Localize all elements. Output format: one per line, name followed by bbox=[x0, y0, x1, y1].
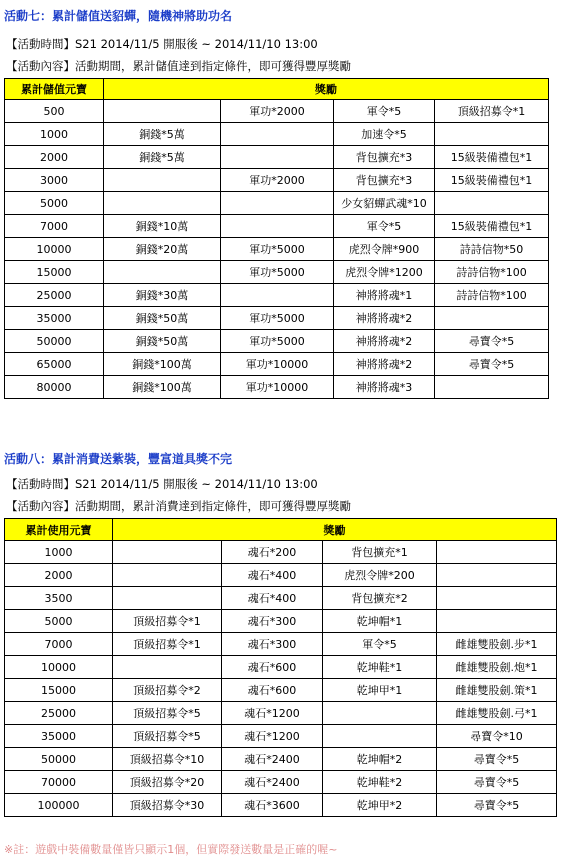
reward-cell: 軍功*5000 bbox=[221, 238, 334, 261]
amount-cell: 5000 bbox=[5, 610, 113, 633]
reward-cell: 乾坤甲*1 bbox=[323, 679, 437, 702]
table-row bbox=[5, 771, 557, 794]
amount-cell: 5000 bbox=[5, 192, 104, 215]
reward-cell: 軍功*2000 bbox=[221, 100, 334, 123]
reward-cell bbox=[437, 610, 557, 633]
reward-cell bbox=[435, 123, 549, 146]
reward-cell: 虎烈令牌*200 bbox=[323, 564, 437, 587]
reward-cell: 神將將魂*2 bbox=[334, 330, 435, 353]
reward-cell: 銅錢*50萬 bbox=[104, 330, 221, 353]
reward-cell: 背包擴充*1 bbox=[323, 541, 437, 564]
table-row bbox=[5, 146, 549, 169]
amount-cell: 35000 bbox=[5, 725, 113, 748]
amount-cell: 50000 bbox=[5, 330, 104, 353]
amount-cell: 1000 bbox=[5, 541, 113, 564]
reward-cell: 頂級招募令*1 bbox=[113, 610, 222, 633]
reward-cell: 銅錢*30萬 bbox=[104, 284, 221, 307]
event8-content: 【活動內容】活動期間，累計消費達到指定條件，即可獲得豐厚獎勵 bbox=[6, 499, 351, 513]
reward-cell bbox=[435, 307, 549, 330]
reward-cell: 魂石*2400 bbox=[222, 771, 323, 794]
table-row bbox=[5, 564, 557, 587]
reward-cell: 詩詩信物*50 bbox=[435, 238, 549, 261]
event8-time: 【活動時間】S21 2014/11/5 開服後 ~ 2014/11/10 13:00 bbox=[6, 477, 318, 491]
reward-cell: 雌雄雙股劍.步*1 bbox=[437, 633, 557, 656]
reward-cell: 銅錢*10萬 bbox=[104, 215, 221, 238]
reward-cell: 銅錢*100萬 bbox=[104, 376, 221, 399]
table-row bbox=[5, 261, 549, 284]
amount-cell: 10000 bbox=[5, 238, 104, 261]
reward-cell: 尋寶令*5 bbox=[437, 748, 557, 771]
reward-cell: 頂級招募令*1 bbox=[113, 633, 222, 656]
amount-cell: 2000 bbox=[5, 564, 113, 587]
amount-cell: 80000 bbox=[5, 376, 104, 399]
table-row bbox=[5, 794, 557, 817]
reward-cell: 軍功*10000 bbox=[221, 376, 334, 399]
table-header-amount: 累計使用元寶 bbox=[5, 519, 113, 541]
table-row bbox=[5, 192, 549, 215]
reward-cell: 魂石*200 bbox=[222, 541, 323, 564]
reward-cell: 神將將魂*2 bbox=[334, 353, 435, 376]
table-row bbox=[5, 100, 549, 123]
event8-title: 活動八：累計消費送紫裝，豐富道具獎不完 bbox=[4, 452, 233, 466]
amount-cell: 2000 bbox=[5, 146, 104, 169]
reward-cell: 軍功*5000 bbox=[221, 330, 334, 353]
reward-cell: 魂石*400 bbox=[222, 564, 323, 587]
event7-time: 【活動時間】S21 2014/11/5 開服後 ~ 2014/11/10 13:00 bbox=[6, 37, 318, 51]
reward-cell bbox=[104, 169, 221, 192]
amount-cell: 50000 bbox=[5, 748, 113, 771]
reward-cell: 軍功*2000 bbox=[221, 169, 334, 192]
amount-cell: 1000 bbox=[5, 123, 104, 146]
amount-cell: 7000 bbox=[5, 633, 113, 656]
reward-cell: 虎烈令牌*900 bbox=[334, 238, 435, 261]
reward-cell: 軍功*5000 bbox=[221, 261, 334, 284]
event7-reward-table bbox=[4, 78, 549, 399]
reward-cell: 尋寶令*10 bbox=[437, 725, 557, 748]
amount-cell: 25000 bbox=[5, 284, 104, 307]
table-row bbox=[5, 307, 549, 330]
reward-cell: 詩詩信物*100 bbox=[435, 284, 549, 307]
reward-cell: 背包擴充*3 bbox=[334, 146, 435, 169]
table-row bbox=[5, 169, 549, 192]
reward-cell: 尋寶令*5 bbox=[437, 771, 557, 794]
table-row bbox=[5, 238, 549, 261]
reward-cell: 雌雄雙股劍.策*1 bbox=[437, 679, 557, 702]
reward-cell bbox=[221, 123, 334, 146]
reward-cell bbox=[113, 656, 222, 679]
reward-cell: 魂石*2400 bbox=[222, 748, 323, 771]
reward-cell bbox=[221, 215, 334, 238]
reward-cell bbox=[323, 725, 437, 748]
reward-cell bbox=[435, 376, 549, 399]
reward-cell: 軍功*10000 bbox=[221, 353, 334, 376]
reward-cell: 魂石*3600 bbox=[222, 794, 323, 817]
table-row bbox=[5, 610, 557, 633]
reward-cell: 軍令*5 bbox=[323, 633, 437, 656]
reward-cell: 頂級招募令*10 bbox=[113, 748, 222, 771]
reward-cell: 銅錢*5萬 bbox=[104, 146, 221, 169]
reward-cell bbox=[435, 192, 549, 215]
reward-cell: 加速令*5 bbox=[334, 123, 435, 146]
reward-cell bbox=[437, 564, 557, 587]
reward-cell: 尋寶令*5 bbox=[435, 353, 549, 376]
reward-cell: 乾坤甲*2 bbox=[323, 794, 437, 817]
reward-cell: 軍功*5000 bbox=[221, 307, 334, 330]
amount-cell: 65000 bbox=[5, 353, 104, 376]
reward-cell: 魂石*600 bbox=[222, 679, 323, 702]
table-row bbox=[5, 353, 549, 376]
reward-cell: 頂級招募令*30 bbox=[113, 794, 222, 817]
reward-cell: 魂石*300 bbox=[222, 633, 323, 656]
table-row bbox=[5, 725, 557, 748]
reward-cell: 軍令*5 bbox=[334, 215, 435, 238]
reward-cell: 15級裝備禮包*1 bbox=[435, 169, 549, 192]
reward-cell: 頂級招募令*2 bbox=[113, 679, 222, 702]
amount-cell: 25000 bbox=[5, 702, 113, 725]
amount-cell: 7000 bbox=[5, 215, 104, 238]
reward-cell: 乾坤帽*2 bbox=[323, 748, 437, 771]
table-header-reward: 獎勵 bbox=[104, 79, 549, 100]
reward-cell bbox=[221, 146, 334, 169]
reward-cell: 乾坤帽*1 bbox=[323, 610, 437, 633]
table-row bbox=[5, 284, 549, 307]
table-row bbox=[5, 656, 557, 679]
amount-cell: 15000 bbox=[5, 261, 104, 284]
reward-cell: 虎烈令牌*1200 bbox=[334, 261, 435, 284]
reward-cell: 乾坤鞋*1 bbox=[323, 656, 437, 679]
reward-cell bbox=[113, 564, 222, 587]
table-row bbox=[5, 702, 557, 725]
table-row bbox=[5, 376, 549, 399]
reward-cell: 頂級招募令*5 bbox=[113, 725, 222, 748]
reward-cell: 魂石*1200 bbox=[222, 702, 323, 725]
reward-cell: 魂石*400 bbox=[222, 587, 323, 610]
amount-cell: 35000 bbox=[5, 307, 104, 330]
reward-cell: 少女貂蟬武魂*10 bbox=[334, 192, 435, 215]
table-row bbox=[5, 679, 557, 702]
amount-cell: 3000 bbox=[5, 169, 104, 192]
footnote: ※註：遊戲中裝備數量僅皆只顯示1個，但實際發送數量是正確的喔~ bbox=[4, 843, 338, 856]
reward-cell: 乾坤鞋*2 bbox=[323, 771, 437, 794]
reward-cell bbox=[221, 192, 334, 215]
reward-cell bbox=[104, 261, 221, 284]
reward-cell: 銅錢*100萬 bbox=[104, 353, 221, 376]
reward-cell: 頂級招募令*1 bbox=[435, 100, 549, 123]
reward-cell: 軍令*5 bbox=[334, 100, 435, 123]
reward-cell bbox=[104, 100, 221, 123]
reward-cell: 神將將魂*1 bbox=[334, 284, 435, 307]
reward-cell: 背包擴充*3 bbox=[334, 169, 435, 192]
reward-cell bbox=[437, 587, 557, 610]
amount-cell: 10000 bbox=[5, 656, 113, 679]
reward-cell: 神將將魂*3 bbox=[334, 376, 435, 399]
table-header-amount: 累計儲值元寶 bbox=[5, 79, 104, 100]
reward-cell: 尋寶令*5 bbox=[435, 330, 549, 353]
reward-cell: 神將將魂*2 bbox=[334, 307, 435, 330]
reward-cell bbox=[323, 702, 437, 725]
reward-cell bbox=[113, 541, 222, 564]
table-header-reward: 獎勵 bbox=[113, 519, 557, 541]
table-row bbox=[5, 215, 549, 238]
reward-cell: 詩詩信物*100 bbox=[435, 261, 549, 284]
reward-cell: 魂石*300 bbox=[222, 610, 323, 633]
reward-cell: 魂石*600 bbox=[222, 656, 323, 679]
reward-cell: 雌雄雙股劍.炮*1 bbox=[437, 656, 557, 679]
reward-cell bbox=[104, 192, 221, 215]
reward-cell: 背包擴充*2 bbox=[323, 587, 437, 610]
reward-cell: 15級裝備禮包*1 bbox=[435, 215, 549, 238]
reward-cell bbox=[437, 541, 557, 564]
reward-cell: 15級裝備禮包*1 bbox=[435, 146, 549, 169]
reward-cell: 雌雄雙股劍.弓*1 bbox=[437, 702, 557, 725]
table-row bbox=[5, 541, 557, 564]
event8-reward-table bbox=[4, 518, 557, 817]
amount-cell: 500 bbox=[5, 100, 104, 123]
reward-cell bbox=[221, 284, 334, 307]
reward-cell: 頂級招募令*5 bbox=[113, 702, 222, 725]
amount-cell: 3500 bbox=[5, 587, 113, 610]
reward-cell bbox=[113, 587, 222, 610]
table-row bbox=[5, 633, 557, 656]
reward-cell: 銅錢*5萬 bbox=[104, 123, 221, 146]
table-row bbox=[5, 748, 557, 771]
reward-cell: 頂級招募令*20 bbox=[113, 771, 222, 794]
reward-cell: 尋寶令*5 bbox=[437, 794, 557, 817]
table-row bbox=[5, 330, 549, 353]
amount-cell: 100000 bbox=[5, 794, 113, 817]
amount-cell: 70000 bbox=[5, 771, 113, 794]
amount-cell: 15000 bbox=[5, 679, 113, 702]
table-row bbox=[5, 587, 557, 610]
reward-cell: 銅錢*20萬 bbox=[104, 238, 221, 261]
reward-cell: 銅錢*50萬 bbox=[104, 307, 221, 330]
table-row bbox=[5, 123, 549, 146]
event7-title: 活動七：累計儲值送貂蟬，隨機神將助功名 bbox=[4, 9, 233, 23]
reward-cell: 魂石*1200 bbox=[222, 725, 323, 748]
event7-content: 【活動內容】活動期間，累計儲值達到指定條件，即可獲得豐厚獎勵 bbox=[6, 59, 351, 73]
